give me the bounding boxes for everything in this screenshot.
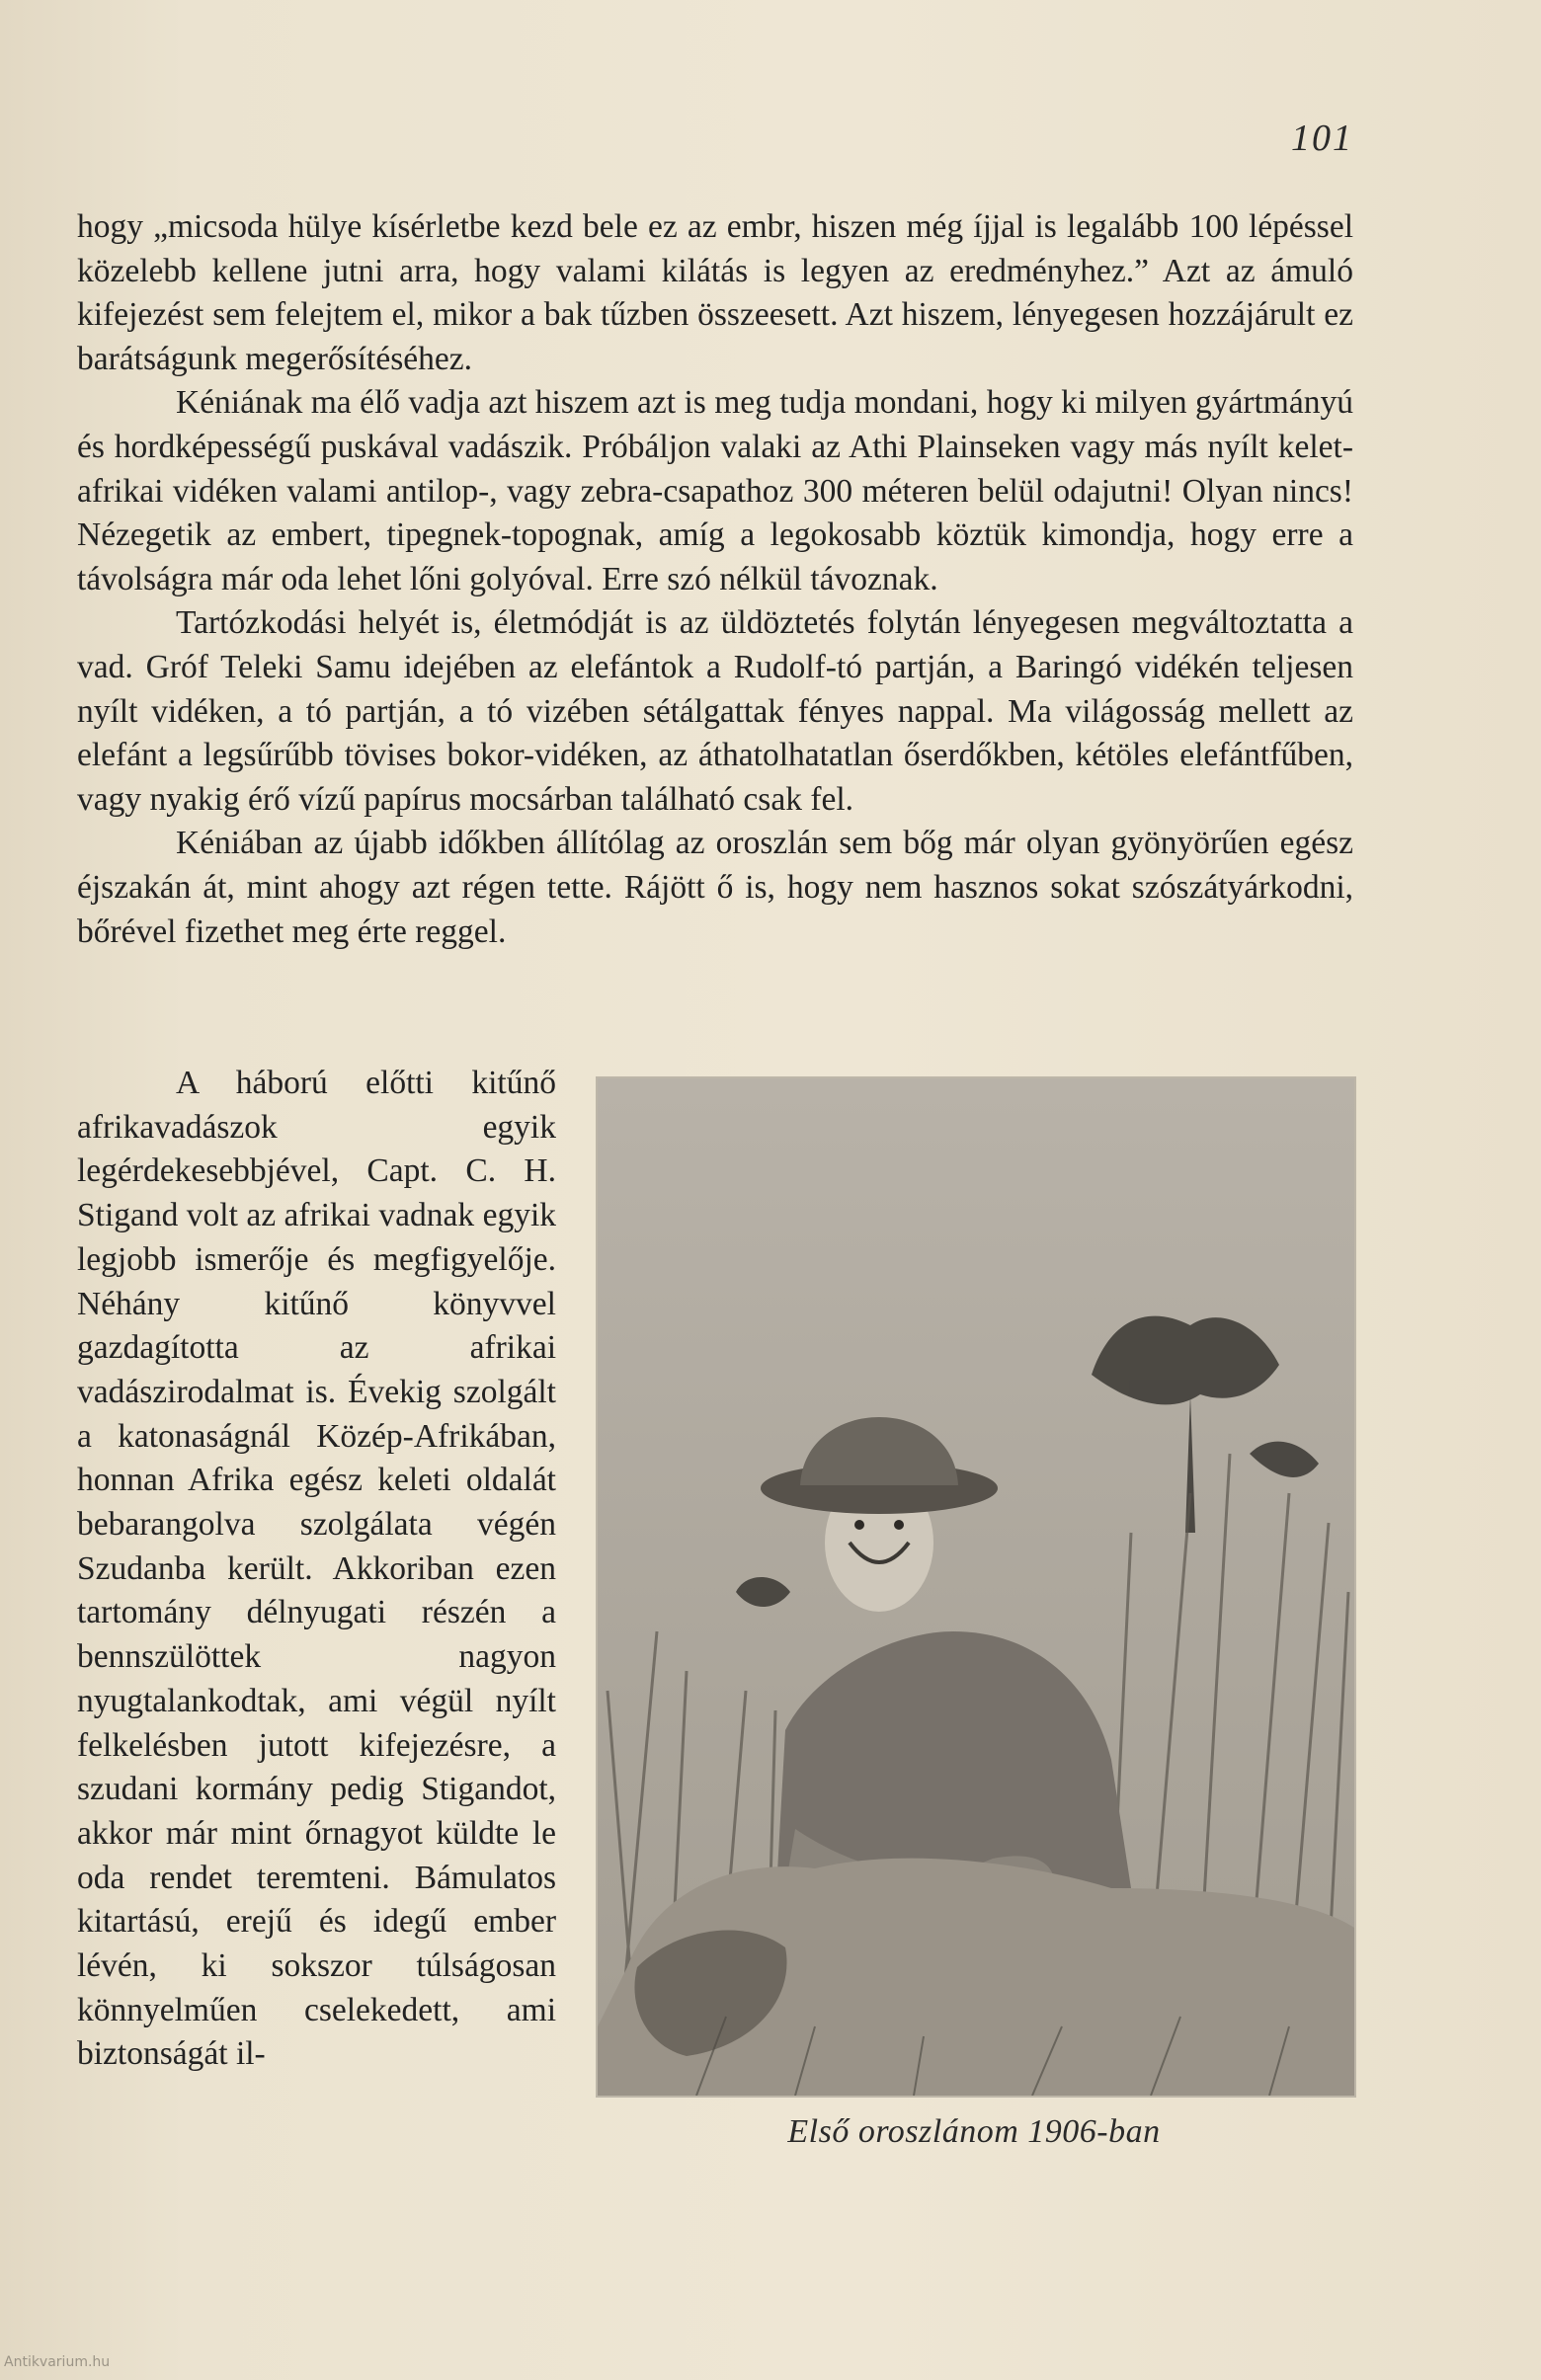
- side-paragraph: A háború előtti kitűnő afrikavadászok egyik legérdekesebbjével, Capt. C. H. Stigand volt az afrikai vadnak egyik legjobb ismerője és megfigyelője. Néhány kitűnő könyvvel gazdagította az afrikai vadászirodalmat is. Évekig szolgált a katonaságnál Közép-Afrikában, honnan Afrika egész keleti oldalát bebarangolva szolgálata végén Szudanba került. Akkoriban ezen tartomány délnyugati részén a bennszülöttek nagyon nyugtalankodtak, ami végül nyílt felkelésben jutott kifejezésre, a szudani kormány pedig Stigandot, akkor már mint őrnagyot küldte le oda rendet teremteni. Bámulatos kitartású, erejű és idegű ember lévén, ki sokszor túlságosan könnyelműen cselekedett, ami biztonságát il-: [77, 1065, 556, 2073]
- paragraph-4: Kéniában az újabb időkben állítólag az oroszlán sem bőg már olyan gyönyörűen egész éjszakán át, mint ahogy azt régen tette. Rájött ő is, hogy nem hasznos sokat szószátyárkodni, bőrével fizethet meg érte reggel.: [77, 825, 1353, 950]
- main-text-block: [77, 205, 1353, 954]
- page-number: 101: [1291, 118, 1353, 159]
- paragraph-2: Kéniának ma élő vadja azt hiszem azt is meg tudja mondani, hogy ki milyen gyártmányú és hordképességű puskával vadászik. Próbáljon valaki az Athi Plainseken vagy más nyílt kelet-afrikai vidéken valami antilop-, vagy zebra-csapathoz 300 méteren belül odajutni! Olyan nincs! Nézegetik az embert, tipegnek-topognak, amíg a legokosabb köztük kimondja, hogy erre a távolságra már oda lehet lőni golyóval. Erre szó nélkül távoznak.: [77, 384, 1353, 597]
- hunter-with-lion-photo: [596, 1076, 1356, 2098]
- side-text-column: [77, 1062, 556, 2077]
- paragraph-1: hogy „micsoda hülye kísérletbe kezd bele ez az embr, hiszen még íjjal is legalább 100 lépéssel közelebb kellene jutni arra, hogy valami kilátás is legyen az eredményhez.” Azt az ámuló kifejezést sem felejtem el, mikor a bak tűzben összeesett. Azt hiszem, lényegesen hozzájárult ez barátságunk megerősítéséhez.: [77, 208, 1353, 377]
- paragraph-3: Tartózkodási helyét is, életmódját is az üldöztetés folytán lényegesen megváltoztatta a vad. Gróf Teleki Samu idejében az elefántok a Rudolf-tó partján, a Baringó vidékén teljesen nyílt vidéken, a tó partján, a tó vizében sétálgattak fényes nappal. Ma világosság mellett az elefánt a legsűrűbb tövises bokor-vidéken, az áthatolhatatlan őserdőkben, kétöles elefántfűben, vagy nyakig érő vízű papírus mocsárban található csak fel.: [77, 604, 1353, 818]
- photo-caption: Első oroszlánom 1906-ban: [787, 2113, 1161, 2150]
- watermark: Antikvarium.hu: [4, 2354, 111, 2370]
